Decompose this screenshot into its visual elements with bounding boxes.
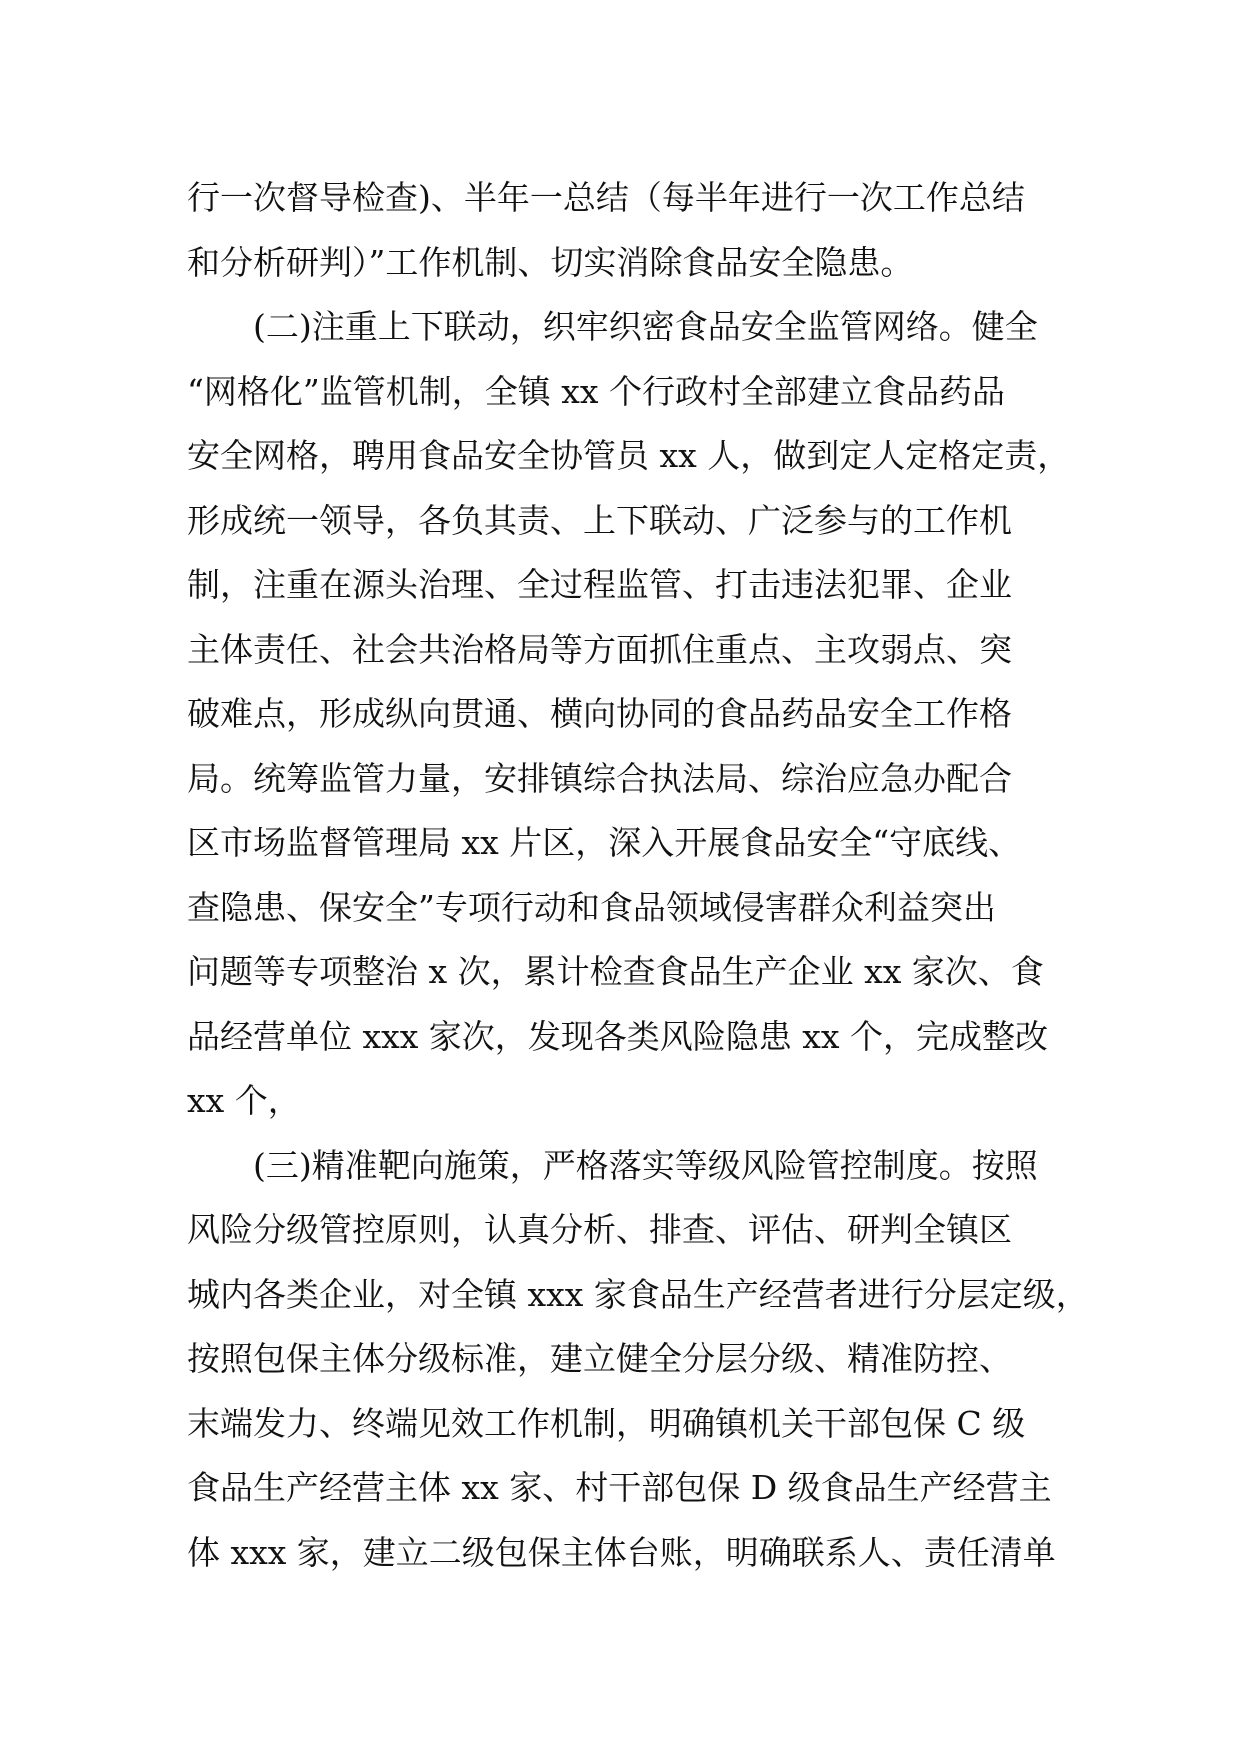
text-line: 食品生产经营主体 xx 家、村干部包保 D 级食品生产经营主 [187,1468,1052,1507]
text-line: 区市场监督管理局 xx 片区，深入开展食品安全“守底线、 [187,823,1022,862]
text-line: 局。统筹监管力量，安排镇综合执法局、综治应急办配合 [187,758,1012,798]
paragraph-start-line: (二)注重上下联动，织牢织密食品安全监管网络。健全 [253,307,1038,346]
text-line: 和分析研判）”工作机制、切实消除食品安全隐患。 [187,242,914,282]
body-text [187,166,1087,1585]
text-line: 末端发力、终端见效工作机制，明确镇机关干部包保 C 级 [187,1403,1026,1443]
text-line: 体 xxx 家，建立二级包保主体台账，明确联系人、责任清单 [187,1532,1056,1572]
text-line: 行一次督导检查)、半年一总结（每半年进行一次工作总结 [187,178,1025,217]
text-line: 城内各类企业，对全镇 xxx 家食品生产经营者进行分层定级， [187,1274,1089,1314]
text-line: 制，注重在源头治理、全过程监管、打击违法犯罪、企业 [187,565,1012,604]
text-line: 形成统一领导，各负其责、上下联动、广泛参与的工作机 [187,500,1012,540]
paragraph-start-line: (三)精准靶向施策，严格落实等级风险管控制度。按照 [253,1145,1038,1185]
text-line: 按照包保主体分级标准，建立健全分层分级、精准防控、 [187,1339,1012,1378]
text-line: 风险分级管控原则，认真分析、排查、评估、研判全镇区 [187,1210,1012,1249]
text-line: “网格化”监管机制，全镇 xx 个行政村全部建立食品药品 [187,371,1005,411]
text-line: xx 个， [187,1081,301,1120]
text-line: 品经营单位 xxx 家次，发现各类风险隐患 xx 个，完成整改 [187,1016,1049,1056]
text-line: 安全网格，聘用食品安全协管员 xx 人，做到定人定格定责， [187,436,1071,475]
text-line: 破难点，形成纵向贯通、横向协同的食品药品安全工作格 [187,694,1012,733]
text-line: 主体责任、社会共治格局等方面抓住重点、主攻弱点、突 [187,629,1012,669]
text-line: 查隐患、保安全”专项行动和食品领域侵害群众利益突出 [187,887,996,927]
text-line: 问题等专项整治 x 次，累计检查食品生产企业 xx 家次、食 [187,952,1044,991]
